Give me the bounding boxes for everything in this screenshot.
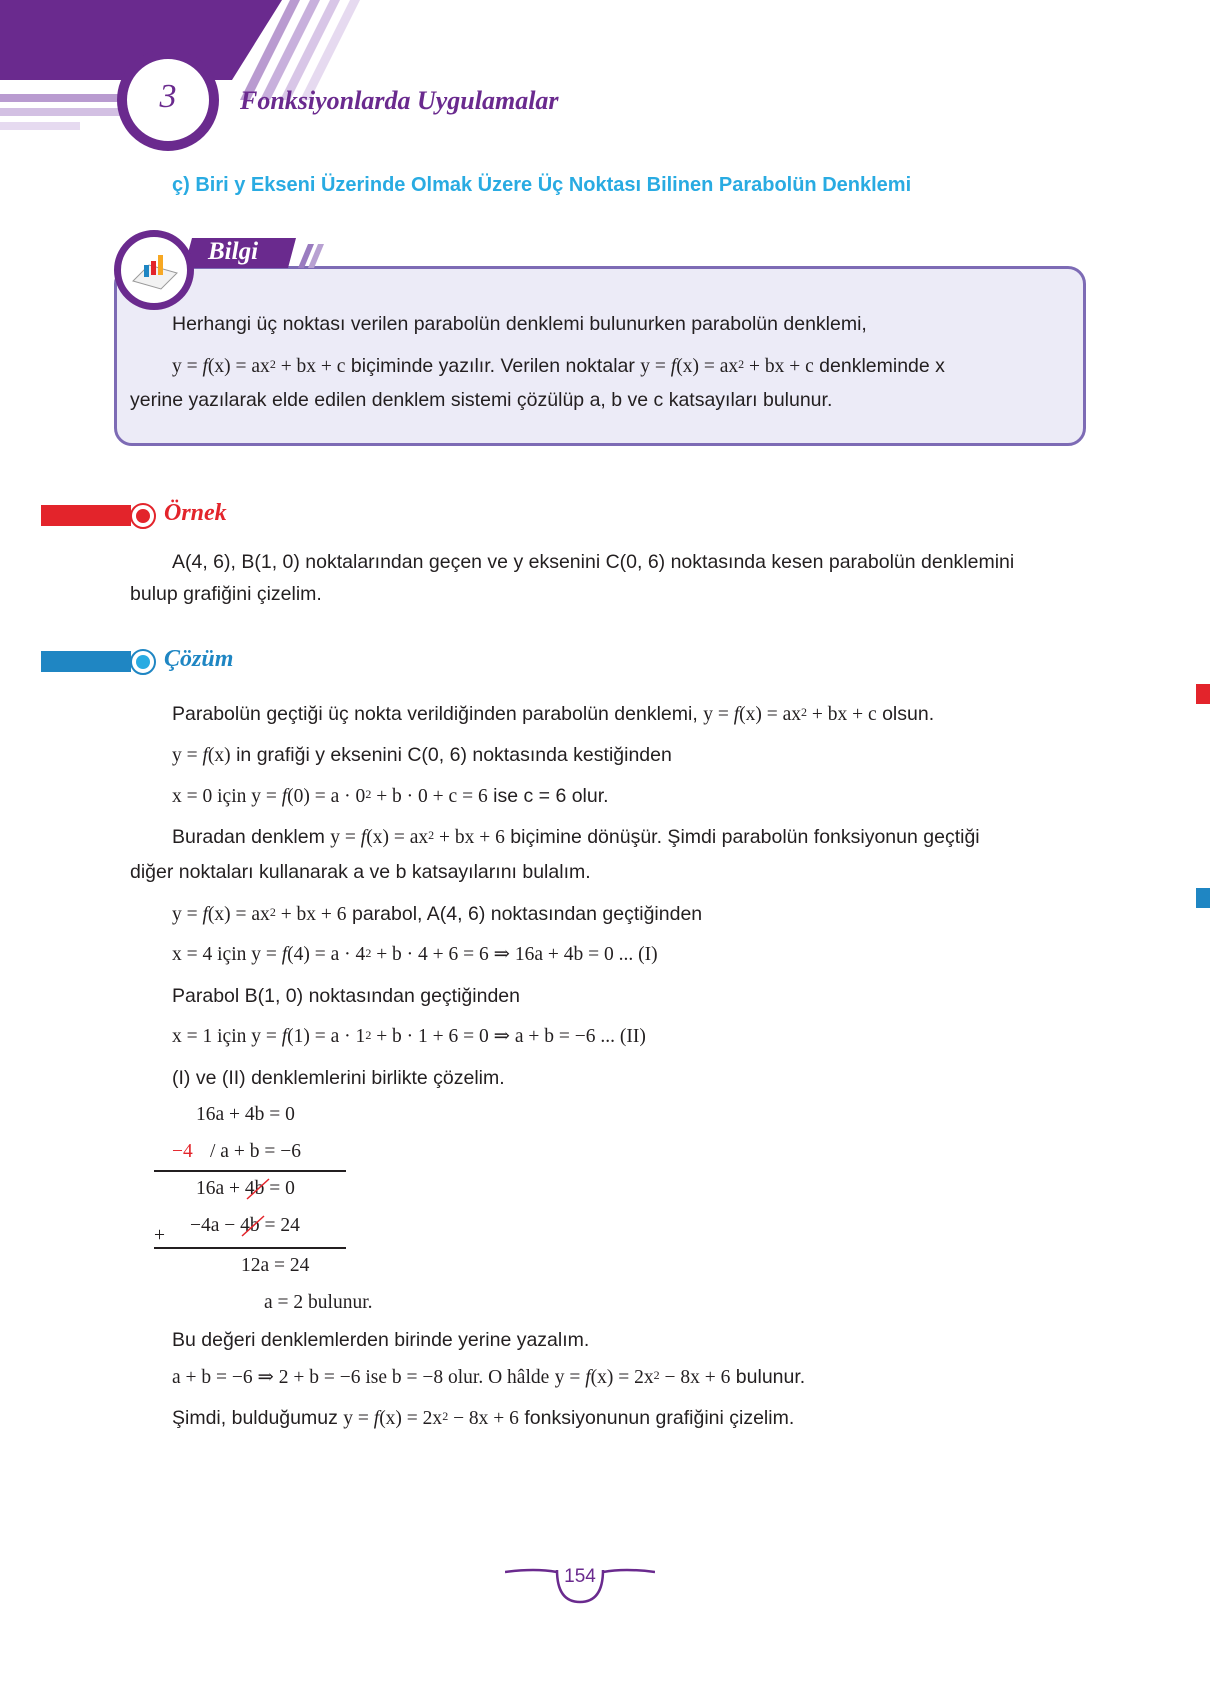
solution-line7: x = 4 için $y = f(4) = a \cdot 4^2 + b \cdot 4 + 6 = 6$ ⇒ 16a + 4b = 0 ... (I) [172,944,658,965]
solution-line4: Buradan denklem $y = f(x) = ax^2$ + bx + 6 biçimine dönüşür. Şimdi parabolün fonksiyonun geçtiği [172,826,980,848]
solution-line6: $y = f(x) = ax^2$ + bx + 6 parabol, A(4, 6) noktasından geçtiğinden [172,903,703,925]
example-text-line1: A(4, 6), B(1, 0) noktalarından geçen ve y eksenini C(0, 6) noktasında kesen parabolün denklemini [172,551,1015,573]
example-text-line2: bulup grafiğini çizelim. [130,583,322,605]
system-eq4: −4a − 4b = 24 [190,1215,300,1236]
solution-line1: Parabolün geçtiği üç nokta verildiğinden parabolün denklemi, $y = f(x) = ax^2$ + bx + c olsun. [172,703,935,725]
example-label: Örnek [164,500,227,526]
chapter-title: Fonksiyonlarda Uygulamalar [240,86,559,115]
solution-line10: (I) ve (II) denklemlerini birlikte çözelim. [172,1067,505,1089]
system-eq1: 16a + 4b = 0 [196,1104,295,1125]
solution-line11: Bu değeri denklemlerden birinde yerine yazalım. [172,1329,590,1351]
info-text-line1: Herhangi üç noktası verilen parabolün denklemi bulunurken parabolün denklemi, [172,313,867,335]
solution-line2: y = f(x) in grafiği y eksenini C(0, 6) noktasında kestiğinden [172,744,672,766]
chart-icon [114,230,194,310]
solution-line13: Şimdi, bulduğumuz $y = f(x) = 2x^2 - 8x + 6$ fonksiyonunun grafiğini çizelim. [172,1407,795,1429]
side-tab-red [1196,684,1210,704]
target-icon [128,647,158,677]
solution-line3: x = 0 için $y = f(0) = a \cdot 0^2 + b \cdot 0 + c = 6$ ise c = 6 olur. [172,785,609,807]
solution-line9: x = 1 için $y = f(1) = a \cdot 1^2 + b \cdot 1 + 6 = 0$ ⇒ a + b = −6 ... (II) [172,1026,646,1047]
chapter-number: 3 [159,78,177,115]
info-text-line2: $y = f(x) = ax^2$ + bx + c biçiminde yazılır. Verilen noktalar $y = f(x) = ax^2$ + bx + c denkleminde x [172,355,945,377]
system-eq3: 16a + 4b = 0 [196,1178,295,1199]
target-icon [128,501,158,531]
solution-line12: a + b = −6 ⇒ 2 + b = −6 ise b = −8 olur. O hâlde $y = f(x) = 2x^2 - 8x + 6$ bulunur. [172,1366,806,1388]
plus-sign: + [154,1225,165,1246]
page-number: 154 [564,1566,596,1587]
section-heading: ç) Biri y Ekseni Üzerinde Olmak Üzere Üç Noktası Bilinen Parabolün Denklemi [172,174,912,196]
system-eq5: 12a = 24 [241,1255,310,1276]
divider-line [154,1170,346,1172]
side-tab-blue [1196,888,1210,908]
solution-line5: diğer noktaları kullanarak a ve b katsayılarını bulalım. [130,861,591,883]
system-eq2: / a + b = −6 [210,1141,301,1162]
info-label: Bilgi [208,238,259,265]
divider-line [154,1247,346,1249]
solution-line8: Parabol B(1, 0) noktasından geçtiğinden [172,985,520,1007]
example-bar [41,505,131,526]
info-text-line3: yerine yazılarak elde edilen denklem sistemi çözülüp a, b ve c katsayıları bulunur. [130,389,833,411]
solution-label: Çözüm [164,646,234,672]
system-eq6: a = 2 bulunur. [264,1292,373,1313]
system-multiplier: −4 [172,1141,193,1162]
solution-bar [41,651,131,672]
